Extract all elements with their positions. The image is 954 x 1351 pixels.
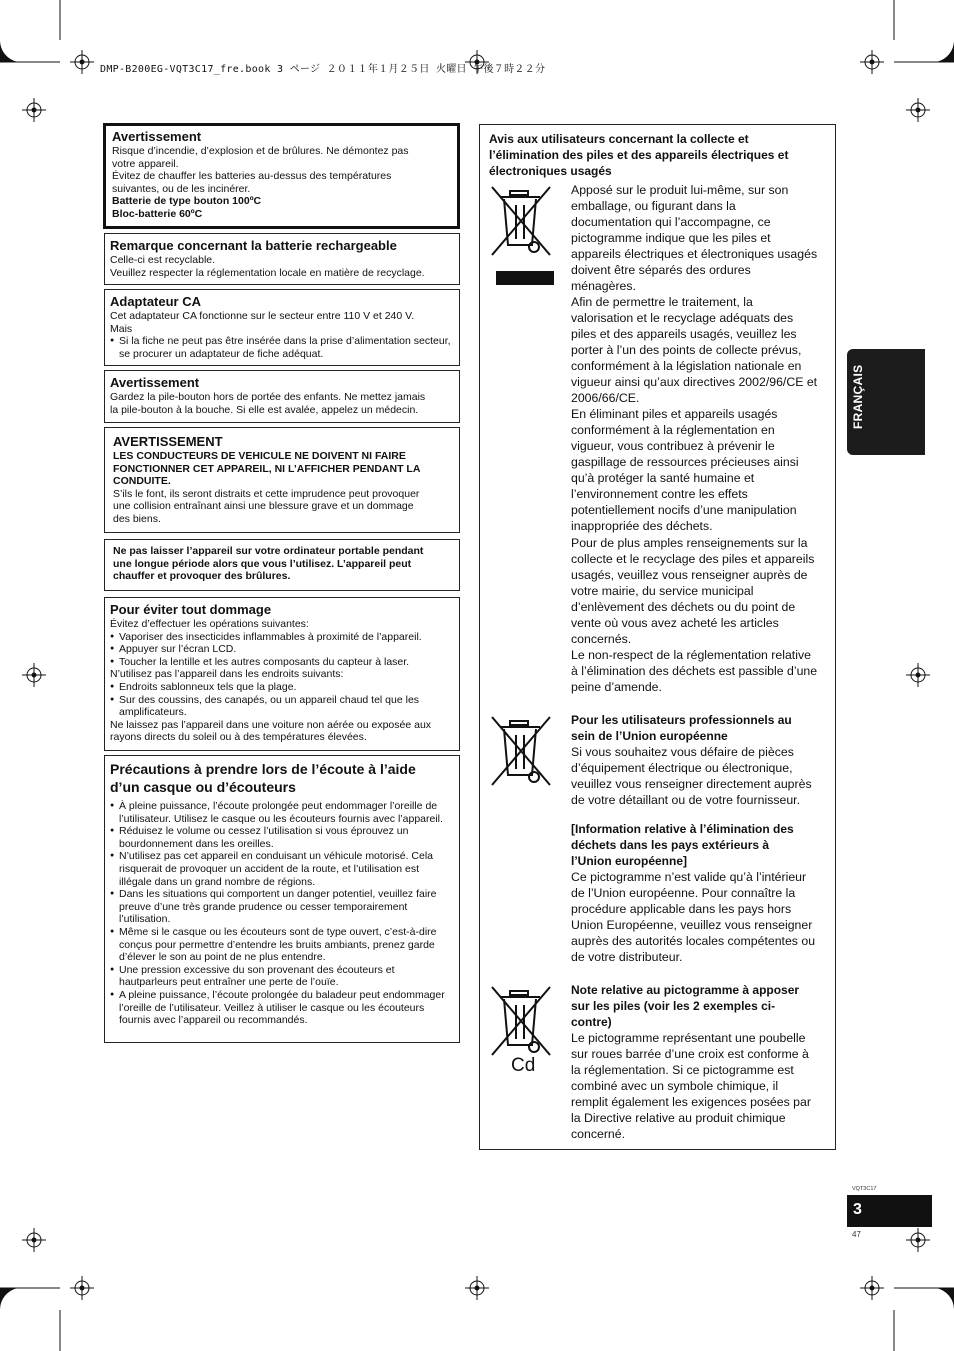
text-line: des biens. [113,512,161,525]
text-line: votre appareil. [112,157,179,170]
text-line: une longue période alors que vous l’utilisez. L’appareil peut [113,557,412,570]
text-line: ménagères. [571,279,636,293]
text-line: concerné. [571,1127,626,1141]
language-tab-label: FRANÇAIS [851,364,865,429]
text-line: FONCTIONNER CET APPAREIL, NI L’AFFICHER PENDANT LA [113,462,421,475]
page-header: DMP-B200EG-VQT3C17_fre.book 3 ページ ２０１１年１月２５日 火曜日 午後７時２２分 [100,64,546,75]
page-number: 3 [853,1201,862,1218]
text-line: Apposé sur le produit lui-même, sur son [571,183,789,197]
text-line: S’ils le font, ils seront distraits et cette imprudence peut provoquer [113,487,420,500]
extra-eu-section [571,821,833,965]
text-line: concernés. [571,632,632,646]
avertissement-conduite-title: AVERTISSEMENT [113,434,223,449]
dommage-title: Pour éviter tout dommage [110,602,272,617]
title-line: Avis aux utilisateurs concernant la collecte et [489,132,749,146]
language-tab [847,349,925,455]
text-line: Ne laissez pas l’appareil dans une voiture non aérée ou exposée aux [110,718,432,731]
casque-title-line: Précautions à prendre lors de l’écoute à l’aide [110,761,416,777]
casque-title-line: d’un casque ou d’écouteurs [110,779,296,795]
title-line: l’élimination des piles et des appareils électriques et [489,148,789,162]
text-line: doivent être séparés des ordures [571,263,751,277]
text-line: valorisation et le recyclage adéquats des [571,311,794,325]
text-line: Si vous souhaitez vous défaire de pièces [571,745,794,759]
text-line: Cet adaptateur CA fonctionne sur le secteur entre 110 V et 240 V. [110,310,415,322]
text-line: conformément à la réglementation en [571,423,775,437]
text-line: Celle-ci est recyclable. [110,254,216,266]
text-line: Évitez de chauffer les batteries au-dessus des températures [112,170,392,183]
text-line: Le pictogramme représentant une poubelle [571,1031,806,1045]
model-code: VQT3C17 [852,1186,877,1192]
text-line: vigueur, vous contribuez à prévenir le [571,439,775,453]
text-line: LES CONDUCTEURS DE VEHICULE NE DOIVENT NI FAIRE [113,450,406,462]
text-line: de votre distributeur. [571,950,683,964]
text-line: Afin de permettre le traitement, la [571,295,753,309]
text-line: de votre détaillant ou de votre fournisseur. [571,793,800,807]
title-line: électroniques usagés [489,164,612,178]
text-line: qu’à protéger la santé humaine et [571,471,755,485]
text-line: N’utilisez pas l’appareil dans les endroits suivants: [110,668,344,681]
section-heading: [Information relative à l’élimination des [571,822,794,836]
list-item: ● Vaporiser des insecticides inflammables à proximité de l’appareil. [110,631,453,644]
remarque-title: Remarque concernant la batterie rechargeable [110,238,397,253]
text-line: Union Européenne, veuillez vous renseigner [571,918,813,932]
text-line: Pour de plus amples renseignements sur la [571,536,808,550]
text-line: Ce pictogramme n’est valide qu’à l’intérieur [571,870,807,884]
text-line: l’environnement contre les effets [571,487,748,501]
text-line: d’enlèvement des déchets ou du point de [571,600,796,614]
text-line: Veuillez respecter la réglementation locale en matière de recyclage. [110,266,425,279]
section-heading: déchets dans les pays extérieurs à [571,838,770,852]
recycling-text [571,182,833,695]
text-line: une collision entraînant ainsi une blessure grave et un dommage [113,500,414,513]
text-line: procédure applicable dans les pays hors [571,902,792,916]
section-heading: Pour les utilisateurs professionnels au [571,713,792,727]
chemical-symbol-cd: Cd [511,1055,536,1076]
list-item: ● Si la fiche ne peut pas être insérée dans la prise d’alimentation secteur, se procurer un adaptateur de fiche adéquat. [110,335,453,360]
pro-users-section [571,712,833,808]
text-line: Bloc-batterie 60ºC [112,207,203,220]
bin-underbar [496,271,554,285]
dommage-box [104,597,460,751]
text-line: gaspillage de ressources précieuses ainsi [571,455,799,469]
list-item: ● Dans les situations qui comportent un danger potentiel, veuillez faire preuve d’une très grande prudence ou cesser temporairement l’utilisation. [110,888,453,926]
text-line: chauffer et provoquer des brûlures. [113,570,291,583]
list-item: ● N’utilisez pas cet appareil en conduisant un véhicule motorisé. Cela risquerait de provoquer un accident de la route, et l’utilisation est illégale dans un grand nombre de régions. [110,850,453,888]
text-line: sur roues barrée d’une croix est conforme à [571,1047,809,1061]
text-line: Le non-respect de la réglementation relative [571,648,811,662]
section-heading: sur les piles (voir les 2 exemples ci- [571,999,776,1013]
list-item: ● Appuyer sur l’écran LCD. [110,643,453,656]
text-line: documentation qui l’accompagne, ce [571,215,771,229]
avertissement-box [103,123,460,229]
text-line: votre mairie, du service municipal [571,584,754,598]
text-line: Évitez d’effectuer les opérations suivantes: [110,618,309,630]
text-line: la pile-bouton à la bouche. Si elle est avalée, appelez un médecin. [110,403,419,416]
text-line: d’équipement électrique ou électronique, [571,761,793,775]
text-line: CONDUITE. [113,475,171,488]
crossed-bin-icon-battery [488,983,556,1059]
page-number-block [847,1195,932,1227]
text-line: collecte et le recyclage des piles et appareils [571,552,815,566]
text-line: conformément à la législation nationale en [571,359,802,373]
list-item: ● Sur des coussins, des canapés, ou un appareil chaud tel que les amplificateurs. [110,694,453,719]
page-small-number: 47 [852,1230,861,1239]
text-line: Ne pas laisser l’appareil sur votre ordinateur portable pendant [113,545,424,557]
list-item: ● À pleine puissance, l’écoute prolongée peut endommager l’oreille de l’utilisateur. Utilisez le casque ou les écouteurs fournis avec l’appareil. [110,800,453,825]
adaptateur-box [104,289,460,366]
text-line: combiné avec un symbole chimique, il [571,1079,779,1093]
section-heading: Note relative au pictogramme à apposer [571,983,800,997]
text-line: appareils électriques et électroniques usagés [571,247,818,261]
avertissement-pile-title: Avertissement [110,375,200,390]
crossed-bin-icon-pro [488,713,556,789]
text-line: Risque d’incendie, d’explosion et de brûlures. Ne démontez pas [112,145,409,157]
text-line: à l’élimination des déchets est passible d’une [571,664,818,678]
text-line: la réglementation. Si ce pictogramme est [571,1063,794,1077]
text-line: vigueur ainsi qu’aux directives 2002/96/CE et [571,375,818,389]
list-item: ● Réduisez le volume ou cessez l’utilisation si vous éprouvez un bourdonnement dans les oreilles. [110,825,453,850]
text-line: 2006/66/CE. [571,391,640,405]
section-heading: l’Union européenne] [571,854,688,868]
section-heading: contre) [571,1015,612,1029]
list-item: ● Une pression excessive du son provenant des écouteurs et hautparleurs peut entraîner une perte de l’ouïe. [110,964,453,989]
text-line: la Directive relative au produit chimique [571,1111,786,1125]
section-heading: sein de l’Union européenne [571,729,728,743]
remarque-box [104,233,460,285]
avertissement-title: Avertissement [112,129,202,144]
list-item: ● Toucher la lentille et les autres composants du capteur à laser. [110,656,453,669]
text-line: En éliminant piles et appareils usagés [571,407,778,421]
list-item: ● A pleine puissance, l’écoute prolongée du baladeur peut endommager l’oreille de l’utilisateur. Veillez à utiliser le casque ou les écouteurs fournis avec l’appareil ou recommandés. [110,989,453,1027]
text-line: auprès des autorités locales compétentes ou [571,934,816,948]
text-line: veuillez vous renseigner directement auprès [571,777,812,791]
list-item: ● Endroits sablonneux tels que la plage. [110,681,453,694]
recycling-notice-title [489,131,821,179]
text-line: potentiellement nocifs d’une manipulation [571,503,797,517]
avertissement-pile-box [104,370,460,423]
text-line: suivantes, ou de les incinérer. [112,182,251,195]
text-line: emballage, ou figurant dans la [571,199,736,213]
text-line: vente où vous avez acheté les articles [571,616,779,630]
text-line: Mais [110,322,133,335]
casque-title [110,760,453,796]
text-line: piles et des appareils usagés, veuillez les [571,327,797,341]
text-line: de l’Union européenne. Pour connaître la [571,886,796,900]
text-line: peine d’amende. [571,680,662,694]
text-line: inappropriée des déchets. [571,519,713,533]
text-line: pictogramme indique que les piles et [571,231,771,245]
avertissement-conduite-box [104,427,460,533]
battery-note-section [571,982,833,1142]
text-line: remplit également les exigences posées par [571,1095,811,1109]
adaptateur-title: Adaptateur CA [110,294,202,309]
casque-box [104,755,460,1043]
text-line: Batterie de type bouton 100ºC [112,195,262,208]
list-item: ● Même si le casque ou les écouteurs sont de type ouvert, c’est-à-dire conçus pour permettre d’entendre les bruits ambiants, prenez garde d’élever le son au point de ne plus entendre. [110,926,453,964]
crossed-bin-icon [488,183,556,259]
text-line: porter à l’un des points de collecte prévus, [571,343,802,357]
recycling-notice-box [479,124,836,1150]
portable-box [104,539,460,591]
text-line: usagés, veuillez vous renseigner auprès de [571,568,808,582]
text-line: Gardez la pile-bouton hors de portée des enfants. Ne mettez jamais [110,391,426,403]
text-line: rayons directs du soleil ou à des températures élevées. [110,731,367,744]
